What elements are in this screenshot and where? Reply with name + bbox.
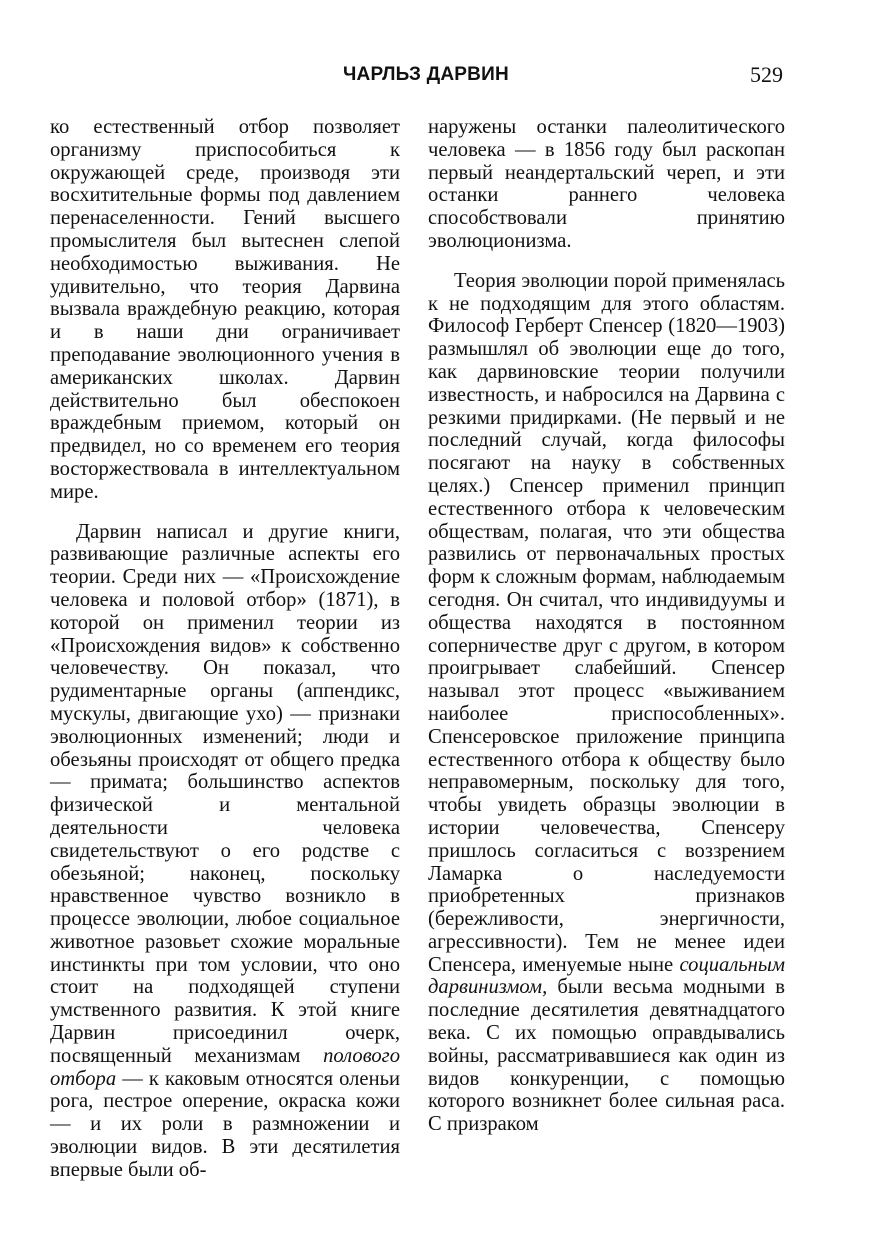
right-column <box>428 116 785 1136</box>
right-paragraph-2-emphasis: социальным дарвинизмом, <box>428 953 785 999</box>
left-paragraph-2-text-b: — к каковым относятся оленьи рога, пестрое оперение, окраска кожи — и их роли в размножении и эволюции видов. В эти десятилетия впервые были об- <box>50 1067 400 1181</box>
right-paragraph-2-text-b: были весьма модными в последние десятилетия девятнадцатого века. С их помощью оправдывались войны, рассматривавшиеся как один из видов конкуренции, с помощью которого возникнет более сильная раса. С призраком <box>428 976 785 1136</box>
right-paragraph-2-text-a: Теория эволюции порой применялась к не подходящим для этого областям. Философ Герберт Спенсер (1820—1903) размышлял об эволюции еще до того, как дарвиновские теории получили известность, и набросился на Дарвина с резкими придирками. (Не первый и не последний случай, когда философы посягают на науку в собственных целях.) Спенсер применил принцип естественного отбора к человеческим обществам, полагая, что эти общества развились от первоначальных простых форм к сложным формам, наблюдаемым сегодня. Он считал, что индивидуумы и общества находятся в постоянном соперничестве друг с другом, в котором проигрывает слабейший. Спенсер называл этот процесс «выживанием наиболее приспособленных». Спенсеровское приложение принципа естественного отбора к обществу было неправомерным, поскольку для того, чтобы увидеть образцы эволюции в истории человечества, Спенсеру пришлось согласиться с воззрением Ламарка о наследуемости приобретенных признаков (бережливости, энергичности, агрессивности). Тем не менее идеи Спенсера, именуемые ныне <box>428 269 785 976</box>
running-title: ЧАРЛЬЗ ДАРВИН <box>343 64 509 85</box>
right-paragraph-1: наружены останки палеолитического человека — в 1856 году был раскопан первый неандертальский череп, и эти останки раннего человека способствовали принятию эволюционизма. <box>428 116 785 252</box>
left-paragraph-2-emphasis: полового отбора <box>50 1044 400 1090</box>
right-paragraph-2 <box>428 270 785 1136</box>
page-header <box>0 62 877 92</box>
left-paragraph-1: ко естественный отбор позволяет организму приспособиться к окружающей среде, производя эти восхитительные формы под давлением перенаселенности. Гений высшего промыслителя был вытеснен слепой необходимостью выживания. Не удивительно, что теория Дарвина вызвала враждебную реакцию, которая и в наши дни ограничивает преподавание эволюционного учения в американских школах. Дарвин действительно был обеспокоен враждебным приемом, который он предвидел, но со временем его теория восторжествовала в интеллектуальном мире. <box>50 116 400 503</box>
page-number: 529 <box>750 62 783 87</box>
left-column <box>50 116 400 1182</box>
left-paragraph-2 <box>50 521 400 1182</box>
left-paragraph-2-text-a: Дарвин написал и другие книги, развивающие различные аспекты его теории. Среди них — «Происхождение человека и половой отбор» (1871), в которой он применил теории из «Происхождения видов» к собственно человечеству. Он показал, что рудиментарные органы (аппендикс, мускулы, двигающие ухо) — признаки эволюционных изменений; люди и обезьяны происходят от общего предка — примата; большинство аспектов физической и ментальной деятельности человека свидетельствуют о его родстве с обезьяной; наконец, поскольку нравственное чувство возникло в процессе эволюции, любое социальное животное разовьет схожие моральные инстинкты при том условии, что оно стоит на подходящей ступени умственного развития. К этой книге Дарвин присоединил очерк, посвященный механизмам <box>50 520 400 1067</box>
